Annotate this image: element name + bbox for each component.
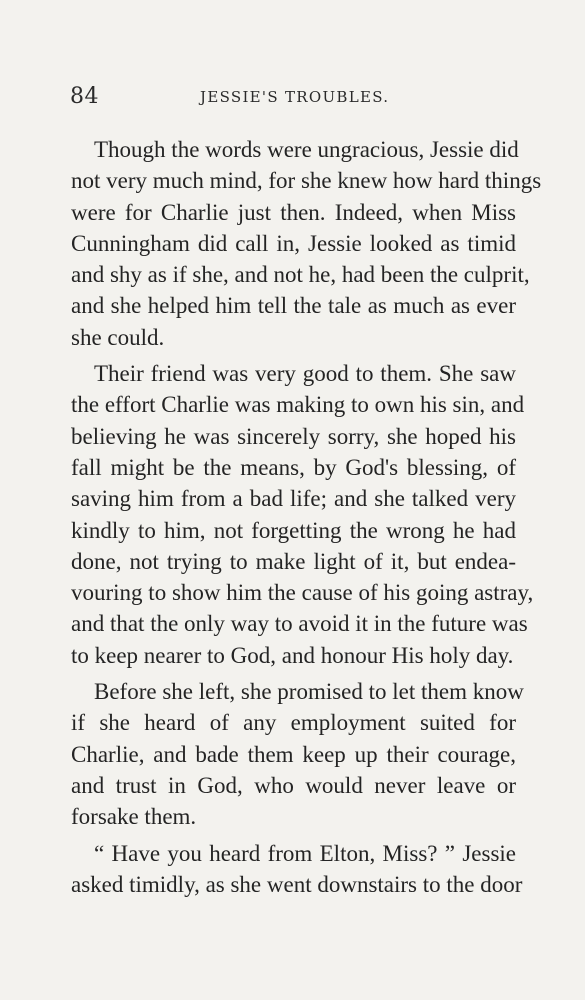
text-line: forsake them. bbox=[71, 804, 197, 830]
text-line: vouring to show him the cause of his going astray, bbox=[71, 580, 534, 606]
text-line: she could. bbox=[71, 324, 165, 350]
text-line: to keep nearer to God, and honour His holy day. bbox=[71, 642, 514, 668]
text-line: “ Have you heard from Elton, Miss? ” Jessie bbox=[94, 840, 516, 866]
text-line: asked timidly, as she went downstairs to the door bbox=[71, 871, 523, 897]
text-line: and trust in God, who would never leave or bbox=[71, 772, 516, 798]
running-head: JESSIE'S TROUBLES. bbox=[200, 88, 390, 106]
paragraph bbox=[71, 838, 523, 901]
page-number: 84 bbox=[70, 84, 99, 109]
text-line: saving him from a bad life; and she talked very bbox=[71, 486, 516, 512]
body-text bbox=[71, 134, 542, 905]
text-line: believing he was sincerely sorry, she hoped his bbox=[71, 423, 516, 449]
paragraph bbox=[71, 134, 542, 353]
text-line: not very much mind, for she knew how hard things bbox=[71, 168, 542, 194]
text-line: were for Charlie just then. Indeed, when Miss bbox=[71, 199, 516, 225]
text-line: and shy as if she, and not he, had been the culprit, bbox=[71, 262, 530, 288]
text-line: Charlie, and bade them keep up their courage, bbox=[71, 741, 516, 767]
text-line: Though the words were ungracious, Jessie did bbox=[94, 137, 519, 162]
text-line: Their friend was very good to them. She saw bbox=[94, 361, 516, 387]
text-line: the effort Charlie was making to own his sin, and bbox=[71, 392, 525, 418]
text-line: if she heard of any employment suited for bbox=[71, 710, 516, 736]
page-header bbox=[70, 84, 514, 112]
text-line: and she helped him tell the tale as much as ever bbox=[71, 293, 516, 319]
text-line: Cunningham did call in, Jessie looked as timid bbox=[71, 230, 516, 256]
paragraph bbox=[71, 676, 524, 832]
paragraph bbox=[71, 358, 534, 671]
text-line: done, not trying to make light of it, but endea- bbox=[71, 548, 516, 574]
text-line: kindly to him, not forgetting the wrong he had bbox=[71, 517, 516, 543]
text-line: fall might be the means, by God's blessing, of bbox=[71, 454, 516, 480]
text-line: and that the only way to avoid it in the future was bbox=[71, 611, 528, 637]
text-line: Before she left, she promised to let them know bbox=[94, 679, 524, 705]
